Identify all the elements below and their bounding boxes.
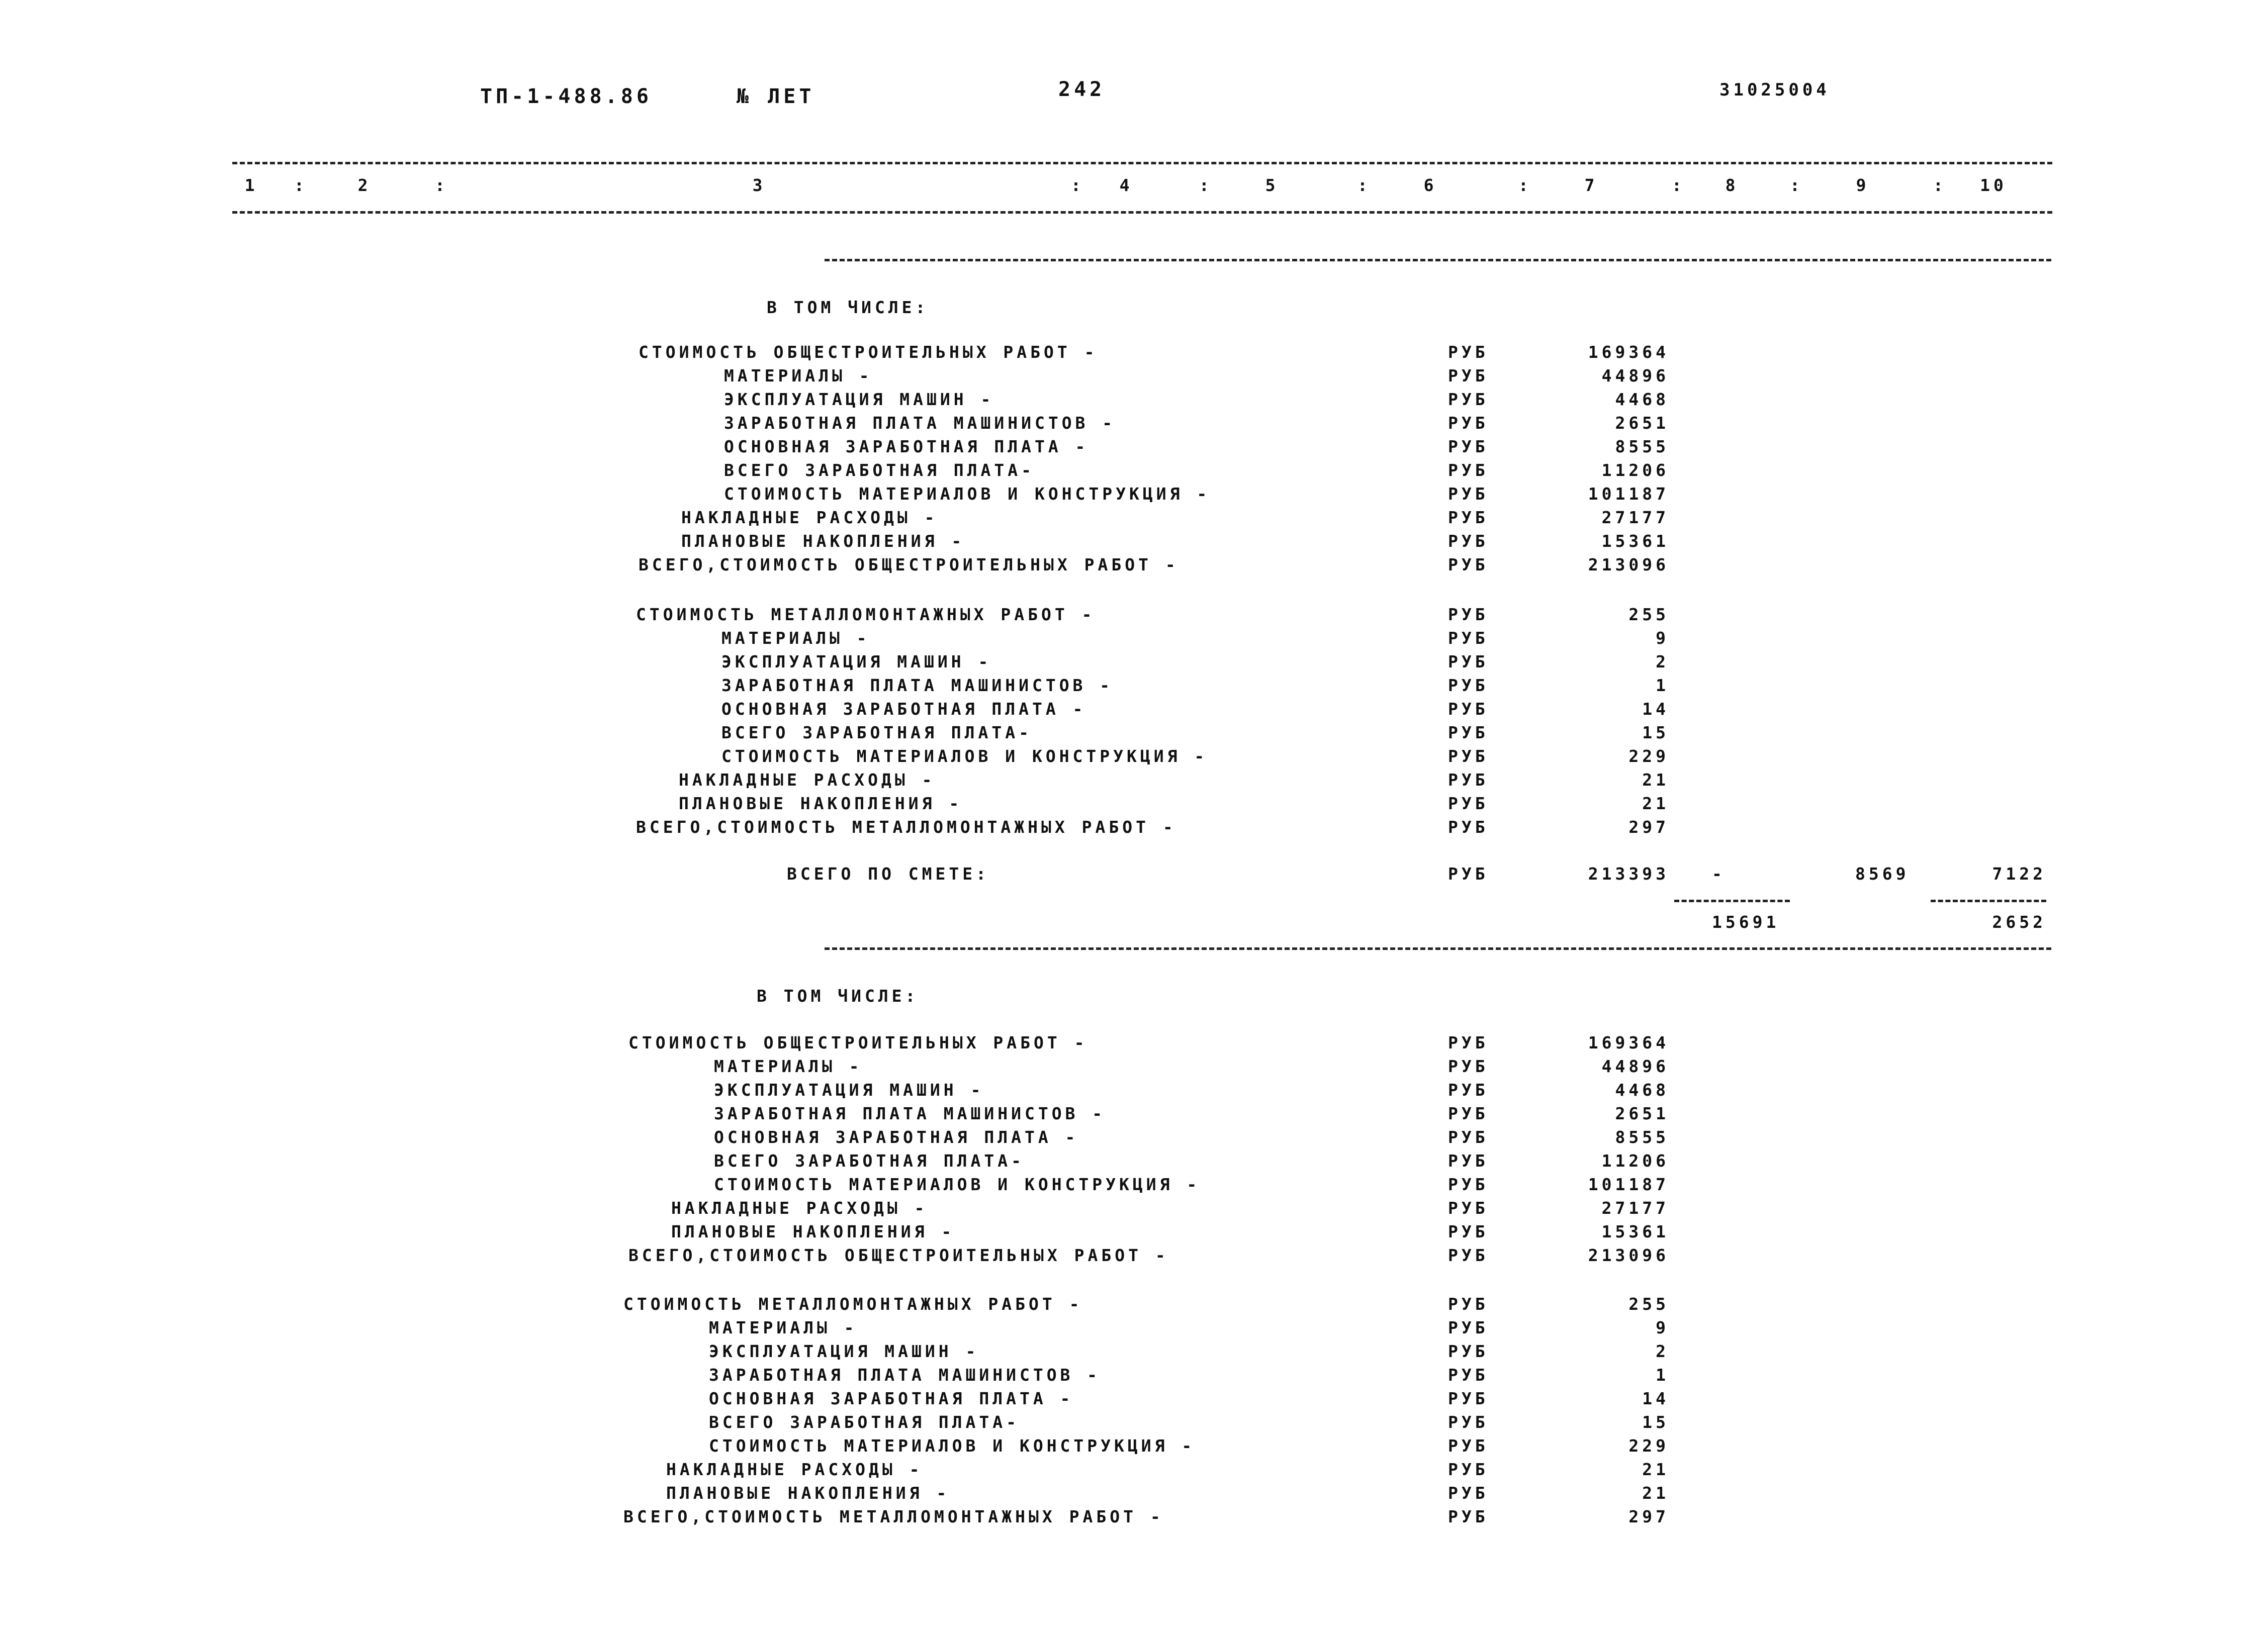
row-unit: РУБ: [1448, 794, 1489, 813]
row-unit: РУБ: [1448, 1483, 1489, 1503]
row-label: ОСНОВНАЯ ЗАРАБОТНАЯ ПЛАТА -: [724, 437, 1089, 456]
column-number: 8: [1725, 175, 1739, 195]
row-value: 8555: [1615, 1127, 1669, 1147]
row-value: 1: [1656, 1365, 1669, 1385]
row-label: ЗАРАБОТНАЯ ПЛАТА МАШИНИСТОВ -: [721, 676, 1114, 695]
row-label: СТОИМОСТЬ МЕТАЛЛОМОНТАЖНЫХ РАБОТ -: [623, 1294, 1083, 1314]
row-unit: РУБ: [1448, 366, 1489, 386]
column-separator: :: [1672, 175, 1685, 195]
column-separator: :: [1199, 175, 1213, 195]
block1-rule: [825, 259, 2051, 261]
row-value: 255: [1628, 1294, 1669, 1314]
row-unit: РУБ: [1448, 1294, 1489, 1314]
estimate-row: [0, 1293, 2268, 1316]
grand-total-col10-below: 2652: [1992, 912, 2046, 932]
row-value: 44896: [1601, 366, 1669, 386]
row-unit: РУБ: [1448, 817, 1489, 837]
estimate-row: [0, 816, 2268, 839]
row-value: 2: [1656, 1341, 1669, 1361]
estimate-row: [0, 412, 2268, 435]
estimate-row: [0, 1387, 2268, 1410]
row-unit: РУБ: [1448, 723, 1489, 742]
grand-total-label: ВСЕГО ПО СМЕТЕ:: [787, 864, 990, 884]
estimate-row: [0, 1411, 2268, 1434]
estimate-row: [0, 1505, 2268, 1528]
row-label: МАТЕРИАЛЫ -: [721, 628, 870, 648]
estimate-row: [0, 388, 2268, 411]
row-value: 101187: [1588, 1175, 1669, 1194]
estimate-row: [0, 650, 2268, 674]
row-label: ПЛАНОВЫЕ НАКОПЛЕНИЯ -: [679, 794, 963, 813]
doc-id: 31025004: [1719, 80, 1830, 100]
row-unit: РУБ: [1448, 746, 1489, 766]
row-label: ПЛАНОВЫЕ НАКОПЛЕНИЯ -: [671, 1222, 955, 1241]
row-label: ЭКСПЛУАТАЦИЯ МАШИН -: [709, 1341, 979, 1361]
row-unit: РУБ: [1448, 699, 1489, 719]
row-unit: РУБ: [1448, 531, 1489, 551]
row-label: МАТЕРИАЛЫ -: [714, 1057, 863, 1076]
row-label: ВСЕГО ЗАРАБОТНАЯ ПЛАТА-: [714, 1151, 1025, 1171]
column-number: 6: [1423, 175, 1437, 195]
row-unit: РУБ: [1448, 484, 1489, 504]
row-unit: РУБ: [1448, 413, 1489, 433]
row-label: НАКЛАДНЫЕ РАСХОДЫ -: [681, 508, 938, 527]
doc-code: ТП-1-488.86: [480, 85, 652, 108]
row-value: 2: [1656, 652, 1669, 671]
row-label: ЭКСПЛУАТАЦИЯ МАШИН -: [724, 390, 994, 409]
row-unit: РУБ: [1448, 1198, 1489, 1218]
row-unit: РУБ: [1448, 1245, 1489, 1265]
page-number: 242: [1058, 78, 1106, 101]
row-value: 229: [1628, 746, 1669, 766]
row-unit: РУБ: [1448, 605, 1489, 624]
estimate-row: [0, 1364, 2268, 1387]
row-unit: РУБ: [1448, 1080, 1489, 1100]
row-value: 15: [1642, 723, 1669, 742]
row-label: СТОИМОСТЬ МАТЕРИАЛОВ И КОНСТРУКЦИЯ -: [714, 1175, 1201, 1194]
estimate-row: [0, 459, 2268, 482]
row-label: ЭКСПЛУАТАЦИЯ МАШИН -: [714, 1080, 984, 1100]
header-rule-top: [232, 162, 2052, 164]
estimate-row: [0, 364, 2268, 388]
grand-total-col8-below: 15691: [1712, 912, 1780, 932]
row-label: МАТЕРИАЛЫ -: [724, 366, 873, 386]
row-label: ВСЕГО ЗАРАБОТНАЯ ПЛАТА-: [709, 1412, 1020, 1432]
row-value: 169364: [1588, 1033, 1669, 1052]
row-value: 2651: [1615, 1104, 1669, 1123]
row-unit: РУБ: [1448, 770, 1489, 790]
row-unit: РУБ: [1448, 460, 1489, 480]
row-value: 255: [1628, 605, 1669, 624]
estimate-row: [0, 1126, 2268, 1149]
row-unit: РУБ: [1448, 1104, 1489, 1123]
row-unit: РУБ: [1448, 508, 1489, 527]
estimate-row: [0, 769, 2268, 792]
block2-caption: В ТОМ ЧИСЛЕ:: [757, 986, 919, 1006]
row-label: ОСНОВНАЯ ЗАРАБОТНАЯ ПЛАТА -: [721, 699, 1086, 719]
row-label: НАКЛАДНЫЕ РАСХОДЫ -: [671, 1198, 928, 1218]
estimate-row: [0, 506, 2268, 529]
row-label: ЗАРАБОТНАЯ ПЛАТА МАШИНИСТОВ -: [714, 1104, 1106, 1123]
block2-rule: [825, 947, 2051, 950]
estimate-row: [0, 1220, 2268, 1243]
estimate-row: [0, 1197, 2268, 1220]
estimate-row: [0, 1340, 2268, 1363]
row-value: 15: [1642, 1412, 1669, 1432]
estimate-row: [0, 1055, 2268, 1078]
column-number: 10: [1980, 175, 2007, 195]
grand-total-col10-rule: [1931, 900, 2046, 902]
row-label: ЗАРАБОТНАЯ ПЛАТА МАШИНИСТОВ -: [709, 1365, 1101, 1385]
estimate-row: [0, 483, 2268, 506]
row-label: ВСЕГО,СТОИМОСТЬ ОБЩЕСТРОИТЕЛЬНЫХ РАБОТ -: [628, 1245, 1169, 1265]
row-label: ВСЕГО,СТОИМОСТЬ МЕТАЛЛОМОНТАЖНЫХ РАБОТ -: [623, 1507, 1164, 1526]
row-value: 21: [1642, 794, 1669, 813]
row-label: СТОИМОСТЬ МЕТАЛЛОМОНТАЖНЫХ РАБОТ -: [636, 605, 1096, 624]
row-label: МАТЕРИАЛЫ -: [709, 1318, 858, 1337]
row-label: НАКЛАДНЫЕ РАСХОДЫ -: [679, 770, 936, 790]
row-unit: РУБ: [1448, 1318, 1489, 1337]
row-value: 297: [1628, 1507, 1669, 1526]
estimate-row: [0, 721, 2268, 744]
row-value: 21: [1642, 770, 1669, 790]
row-value: 14: [1642, 1389, 1669, 1408]
row-unit: РУБ: [1448, 555, 1489, 574]
row-unit: РУБ: [1448, 1365, 1489, 1385]
grand-total-col9: 8569: [1855, 864, 1910, 884]
estimate-row: [0, 603, 2268, 626]
row-unit: РУБ: [1448, 390, 1489, 409]
row-unit: РУБ: [1448, 1127, 1489, 1147]
row-unit: РУБ: [1448, 1033, 1489, 1052]
row-value: 27177: [1601, 508, 1669, 527]
row-value: 14: [1642, 699, 1669, 719]
row-value: 229: [1628, 1436, 1669, 1456]
header-rule-bottom: [232, 211, 2052, 214]
row-unit: РУБ: [1448, 1151, 1489, 1171]
row-unit: РУБ: [1448, 1222, 1489, 1241]
estimate-row: [0, 745, 2268, 768]
row-label: СТОИМОСТЬ ОБЩЕСТРОИТЕЛЬНЫХ РАБОТ -: [628, 1033, 1088, 1052]
estimate-row: [0, 435, 2268, 458]
row-value: 11206: [1601, 1151, 1669, 1171]
row-value: 169364: [1588, 342, 1669, 362]
estimate-row: [0, 674, 2268, 697]
row-unit: РУБ: [1448, 1057, 1489, 1076]
row-unit: РУБ: [1448, 437, 1489, 456]
column-separator: :: [294, 175, 308, 195]
row-value: 213096: [1588, 555, 1669, 574]
estimate-row: [0, 1102, 2268, 1125]
row-label: ВСЕГО,СТОИМОСТЬ МЕТАЛЛОМОНТАЖНЫХ РАБОТ -: [636, 817, 1176, 837]
row-value: 1: [1656, 676, 1669, 695]
estimate-row: [0, 1244, 2268, 1267]
row-label: ОСНОВНАЯ ЗАРАБОТНАЯ ПЛАТА -: [709, 1389, 1074, 1408]
row-label: ПЛАНОВЫЕ НАКОПЛЕНИЯ -: [666, 1483, 950, 1503]
column-number: 2: [357, 175, 372, 195]
row-label: ВСЕГО,СТОИМОСТЬ ОБЩЕСТРОИТЕЛЬНЫХ РАБОТ -: [639, 555, 1179, 574]
estimate-row: [0, 698, 2268, 721]
row-label: НАКЛАДНЫЕ РАСХОДЫ -: [666, 1460, 923, 1479]
row-unit: РУБ: [1448, 652, 1489, 671]
row-label: ПЛАНОВЫЕ НАКОПЛЕНИЯ -: [681, 531, 965, 551]
column-separator: :: [435, 175, 448, 195]
row-unit: РУБ: [1448, 342, 1489, 362]
row-value: 44896: [1601, 1057, 1669, 1076]
row-value: 101187: [1588, 484, 1669, 504]
estimate-row: [0, 341, 2268, 364]
row-value: 15361: [1601, 1222, 1669, 1241]
row-value: 2651: [1615, 413, 1669, 433]
row-label: СТОИМОСТЬ ОБЩЕСТРОИТЕЛЬНЫХ РАБОТ -: [639, 342, 1098, 362]
estimate-row: [0, 530, 2268, 553]
row-unit: РУБ: [1448, 676, 1489, 695]
row-label: ЭКСПЛУАТАЦИЯ МАШИН -: [721, 652, 992, 671]
estimate-row: [0, 1434, 2268, 1458]
estimate-row: [0, 1316, 2268, 1339]
row-label: СТОИМОСТЬ МАТЕРИАЛОВ И КОНСТРУКЦИЯ -: [709, 1436, 1196, 1456]
row-label: СТОИМОСТЬ МАТЕРИАЛОВ И КОНСТРУКЦИЯ -: [724, 484, 1211, 504]
grand-total-col10: 7122: [1992, 864, 2046, 884]
row-unit: РУБ: [1448, 1507, 1489, 1526]
row-value: 9: [1656, 628, 1669, 648]
row-unit: РУБ: [1448, 1175, 1489, 1194]
grand-total-value: 213393: [1588, 864, 1669, 884]
row-unit: РУБ: [1448, 1412, 1489, 1432]
row-value: 15361: [1601, 531, 1669, 551]
grand-total-col8-rule: [1674, 900, 1790, 902]
estimate-row: [0, 1458, 2268, 1481]
estimate-row: [0, 1482, 2268, 1505]
row-label: ОСНОВНАЯ ЗАРАБОТНАЯ ПЛАТА -: [714, 1127, 1079, 1147]
estimate-row: [0, 1079, 2268, 1102]
column-number: 7: [1584, 175, 1598, 195]
column-separator: :: [1790, 175, 1803, 195]
row-value: 27177: [1601, 1198, 1669, 1218]
row-value: 4468: [1615, 390, 1669, 409]
column-number: 1: [244, 175, 258, 195]
row-value: 4468: [1615, 1080, 1669, 1100]
column-separator: :: [1357, 175, 1371, 195]
row-value: 8555: [1615, 437, 1669, 456]
estimate-row: [0, 1173, 2268, 1196]
row-value: 21: [1642, 1460, 1669, 1479]
row-unit: РУБ: [1448, 1341, 1489, 1361]
row-value: 213096: [1588, 1245, 1669, 1265]
row-value: 9: [1656, 1318, 1669, 1337]
row-value: 297: [1628, 817, 1669, 837]
estimate-row: [0, 627, 2268, 650]
row-label: ЗАРАБОТНАЯ ПЛАТА МАШИНИСТОВ -: [724, 413, 1116, 433]
estimate-row: [0, 792, 2268, 815]
estimate-row: [0, 1031, 2268, 1054]
row-label: ВСЕГО ЗАРАБОТНАЯ ПЛАТА-: [721, 723, 1032, 742]
estimate-row: [0, 553, 2268, 577]
grand-total-unit: РУБ: [1448, 864, 1489, 884]
block1-caption: В ТОМ ЧИСЛЕ:: [767, 298, 929, 317]
column-number: 5: [1265, 175, 1279, 195]
row-unit: РУБ: [1448, 1460, 1489, 1479]
row-unit: РУБ: [1448, 1389, 1489, 1408]
row-label: СТОИМОСТЬ МАТЕРИАЛОВ И КОНСТРУКЦИЯ -: [721, 746, 1208, 766]
grand-total-col8: -: [1712, 864, 1726, 884]
column-number: 9: [1856, 175, 1870, 195]
row-label: ВСЕГО ЗАРАБОТНАЯ ПЛАТА-: [724, 460, 1035, 480]
column-separator: :: [1933, 175, 1947, 195]
column-separator: :: [1071, 175, 1084, 195]
doc-mark: № ЛЕТ: [737, 85, 815, 108]
row-unit: РУБ: [1448, 1436, 1489, 1456]
column-number: 3: [752, 175, 766, 195]
row-value: 11206: [1601, 460, 1669, 480]
column-number: 4: [1119, 175, 1133, 195]
estimate-row: [0, 1149, 2268, 1173]
column-separator: :: [1518, 175, 1532, 195]
row-unit: РУБ: [1448, 628, 1489, 648]
row-value: 21: [1642, 1483, 1669, 1503]
